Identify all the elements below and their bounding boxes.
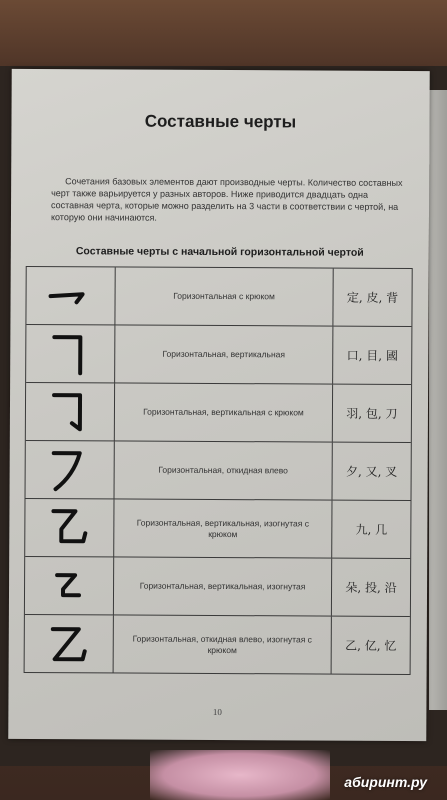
table-row [25, 557, 410, 617]
example-characters: 九, 几 [355, 522, 388, 537]
intro-paragraph: Сочетания базовых элементов дают производные черты. Количество составных черт также варьируется у разных авторов. Ниже приводится двадцать одна составная черта, которые можно разделить на 3 части в соответствии с чертой, на которую они начинаются. [50, 176, 403, 223]
table-title: Составные черты с начальной горизонтальной чертой [75, 245, 364, 259]
watermark: абиринт.ру [344, 774, 427, 790]
table-row [26, 325, 411, 385]
book-page [8, 69, 430, 741]
stroke-description: Горизонтальная, вертикальная с крюком [115, 383, 333, 441]
stroke-description: Горизонтальная, вертикальная, изогнутая с крюком [114, 499, 332, 557]
horizontal-left-falling-bent-hook-stroke-icon [25, 615, 114, 672]
background-top [0, 0, 447, 70]
pink-object [150, 750, 330, 800]
example-characters: 羽, 包, 刀 [346, 406, 398, 421]
horizontal-hook-stroke-icon [26, 267, 115, 324]
example-characters: 朵, 投, 沿 [345, 580, 397, 595]
page-title: Составные черты [144, 111, 297, 132]
book-edge [429, 90, 447, 710]
horizontal-vertical-hook-stroke-icon [26, 383, 115, 440]
stroke-description: Горизонтальная с крюком [115, 267, 333, 325]
stroke-description: Горизонтальная, вертикальная [115, 325, 333, 383]
strokes-table [24, 266, 413, 675]
horizontal-vertical-bent-hook-stroke-icon [25, 499, 114, 556]
horizontal-vertical-stroke-icon [26, 325, 115, 382]
example-characters: 夕, 又, 叉 [345, 464, 398, 479]
example-characters: 口, 目, 國 [346, 348, 398, 363]
table-row [25, 499, 410, 559]
table-row [25, 615, 410, 674]
stroke-description: Горизонтальная, откидная влево [115, 441, 333, 499]
example-characters: 定, 皮, 背 [346, 290, 399, 305]
table-row [26, 441, 411, 501]
example-characters: 乙, 亿, 忆 [345, 638, 397, 653]
stroke-description: Горизонтальная, вертикальная, изогнутая [114, 557, 332, 615]
table-row [26, 383, 411, 443]
stroke-description: Горизонтальная, откидная влево, изогнутая с крюком [114, 615, 332, 673]
horizontal-vertical-bent-stroke-icon [25, 557, 114, 614]
table-row [26, 267, 411, 327]
page-number: 10 [212, 706, 222, 718]
horizontal-left-falling-stroke-icon [26, 441, 115, 498]
